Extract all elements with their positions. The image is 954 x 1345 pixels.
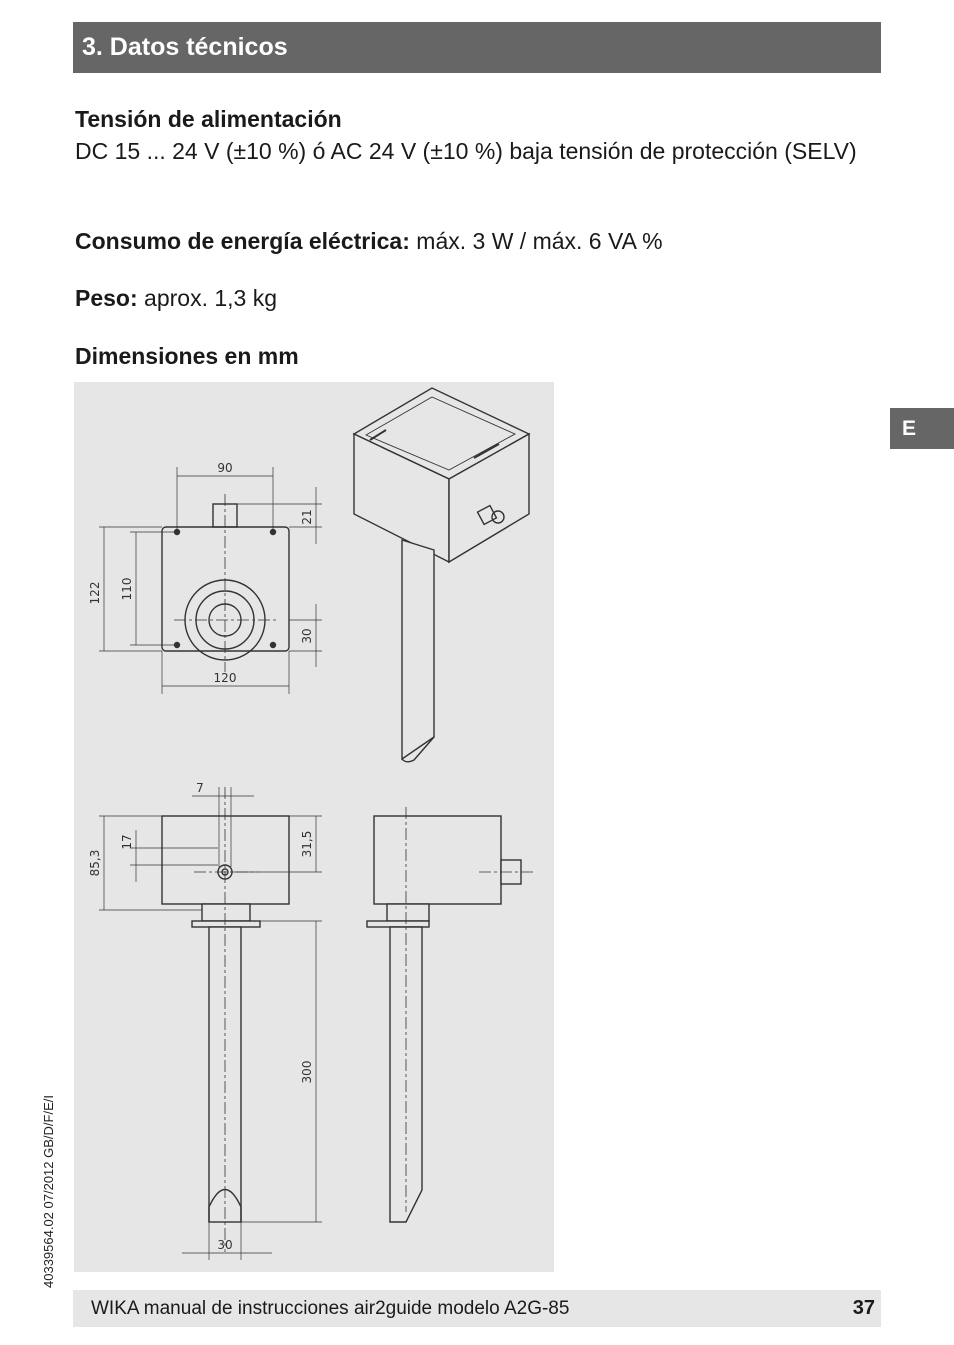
supply-voltage-heading: Tensión de alimentación xyxy=(75,106,342,132)
language-tab-label: E xyxy=(902,416,917,440)
front-view-housing xyxy=(162,527,289,651)
supply-voltage-block xyxy=(75,103,865,167)
weight-value: aprox. 1,3 kg xyxy=(137,285,277,311)
language-tab xyxy=(890,408,954,449)
power-consumption-label: Consumo de energía eléctrica: xyxy=(75,228,410,254)
page-number: 37 xyxy=(852,1297,875,1319)
page-footer xyxy=(73,1290,881,1327)
dim-label-31-5: 31,5 xyxy=(300,830,314,858)
dim-label-122: 122 xyxy=(88,581,102,605)
section-title: 3. Datos técnicos xyxy=(82,33,288,61)
supply-voltage-text: DC 15 ... 24 V (±10 %) ó AC 24 V (±10 %) baja tensión de protección (SELV) xyxy=(75,138,857,164)
dim-label-30-side: 30 xyxy=(300,628,314,644)
side-view-housing xyxy=(162,816,289,904)
dim-label-300: 300 xyxy=(300,1060,314,1084)
dim-label-85-3: 85,3 xyxy=(88,849,102,877)
dim-label-90: 90 xyxy=(217,461,233,475)
iso-probe-tube xyxy=(402,540,434,759)
power-consumption-line xyxy=(75,225,865,257)
dimensions-heading: Dimensiones en mm xyxy=(75,343,299,369)
dimension-drawing-svg xyxy=(74,382,554,1272)
dim-label-120: 120 xyxy=(213,671,237,685)
dim-label-30-bottom: 30 xyxy=(217,1238,233,1252)
section-header xyxy=(73,22,881,73)
document-code: 40339564.02 07/2012 GB/D/F/E/I xyxy=(41,1095,56,1288)
rear-view-housing xyxy=(374,816,501,904)
weight-line xyxy=(75,282,865,314)
dim-label-17: 17 xyxy=(120,834,134,850)
weight-label: Peso: xyxy=(75,285,138,311)
power-consumption-value: máx. 3 W / máx. 6 VA % xyxy=(409,228,663,254)
dimension-drawing xyxy=(74,382,554,1272)
footer-text: WIKA manual de instrucciones air2guide modelo A2G-85 xyxy=(91,1297,570,1319)
dim-label-110: 110 xyxy=(120,577,134,601)
dim-label-7: 7 xyxy=(196,781,204,795)
dim-label-21: 21 xyxy=(300,509,314,525)
